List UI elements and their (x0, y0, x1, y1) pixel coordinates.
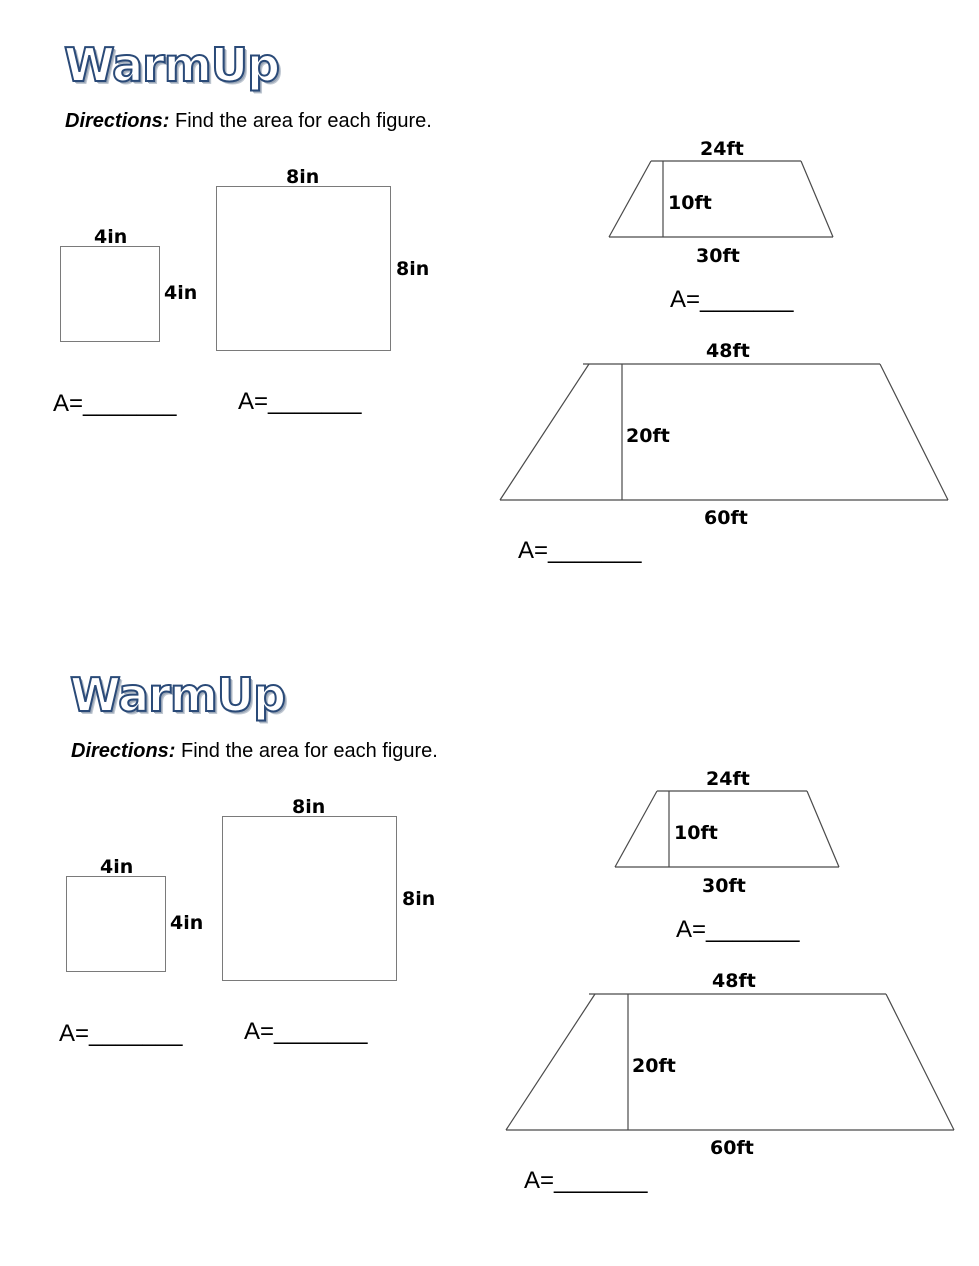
small-square-side-label: 4in (170, 912, 204, 934)
small-square-top-label: 4in (94, 226, 128, 248)
worksheet-title: WarmUp (64, 38, 280, 92)
large-trapezoid-bottom-label: 60ft (704, 507, 748, 529)
large-square-top-label: 8in (286, 166, 320, 188)
large-trapezoid-height-label: 20ft (632, 1055, 676, 1077)
directions-label: Directions: (65, 110, 170, 132)
large-trapezoid-figure (500, 364, 948, 500)
directions-text: Find the area for each figure. (169, 110, 432, 132)
large-square-side-label: 8in (396, 258, 430, 280)
small-trapezoid-top-label: 24ft (700, 138, 744, 160)
large-square-side-label: 8in (402, 888, 436, 910)
small-trapezoid-figure (615, 791, 839, 867)
small-trapezoid-figure (609, 161, 833, 237)
small-trapezoid-answer[interactable]: A=_______ (676, 916, 800, 943)
large-trapezoid-top-label: 48ft (706, 340, 750, 362)
small-square-answer[interactable]: A=_______ (59, 1020, 183, 1047)
small-trapezoid-top-label: 24ft (706, 768, 750, 790)
large-square-answer[interactable]: A=_______ (238, 388, 362, 415)
small-trapezoid-height-label: 10ft (668, 192, 712, 214)
large-trapezoid-figure (506, 994, 954, 1130)
large-trapezoid-height-label: 20ft (626, 425, 670, 447)
small-trapezoid-bottom-label: 30ft (696, 245, 740, 267)
small-trapezoid-height-label: 10ft (674, 822, 718, 844)
small-trapezoid-bottom-label: 30ft (702, 875, 746, 897)
worksheet-top (0, 0, 979, 630)
worksheet-bottom (6, 630, 979, 1260)
worksheet-title: WarmUp (70, 668, 286, 722)
small-square-side-label: 4in (164, 282, 198, 304)
large-trapezoid-bottom-label: 60ft (710, 1137, 754, 1159)
large-trapezoid-top-label: 48ft (712, 970, 756, 992)
large-square-top-label: 8in (292, 796, 326, 818)
small-square-answer[interactable]: A=_______ (53, 390, 177, 417)
directions-label: Directions: (71, 740, 176, 762)
large-trapezoid-answer[interactable]: A=_______ (518, 537, 642, 564)
trapezoid-drawings (6, 630, 979, 1260)
large-trapezoid-answer[interactable]: A=_______ (524, 1167, 648, 1194)
large-square-answer[interactable]: A=_______ (244, 1018, 368, 1045)
small-trapezoid-answer[interactable]: A=_______ (670, 286, 794, 313)
small-square-top-label: 4in (100, 856, 134, 878)
trapezoid-drawings (0, 0, 979, 630)
directions-text: Find the area for each figure. (175, 740, 438, 762)
